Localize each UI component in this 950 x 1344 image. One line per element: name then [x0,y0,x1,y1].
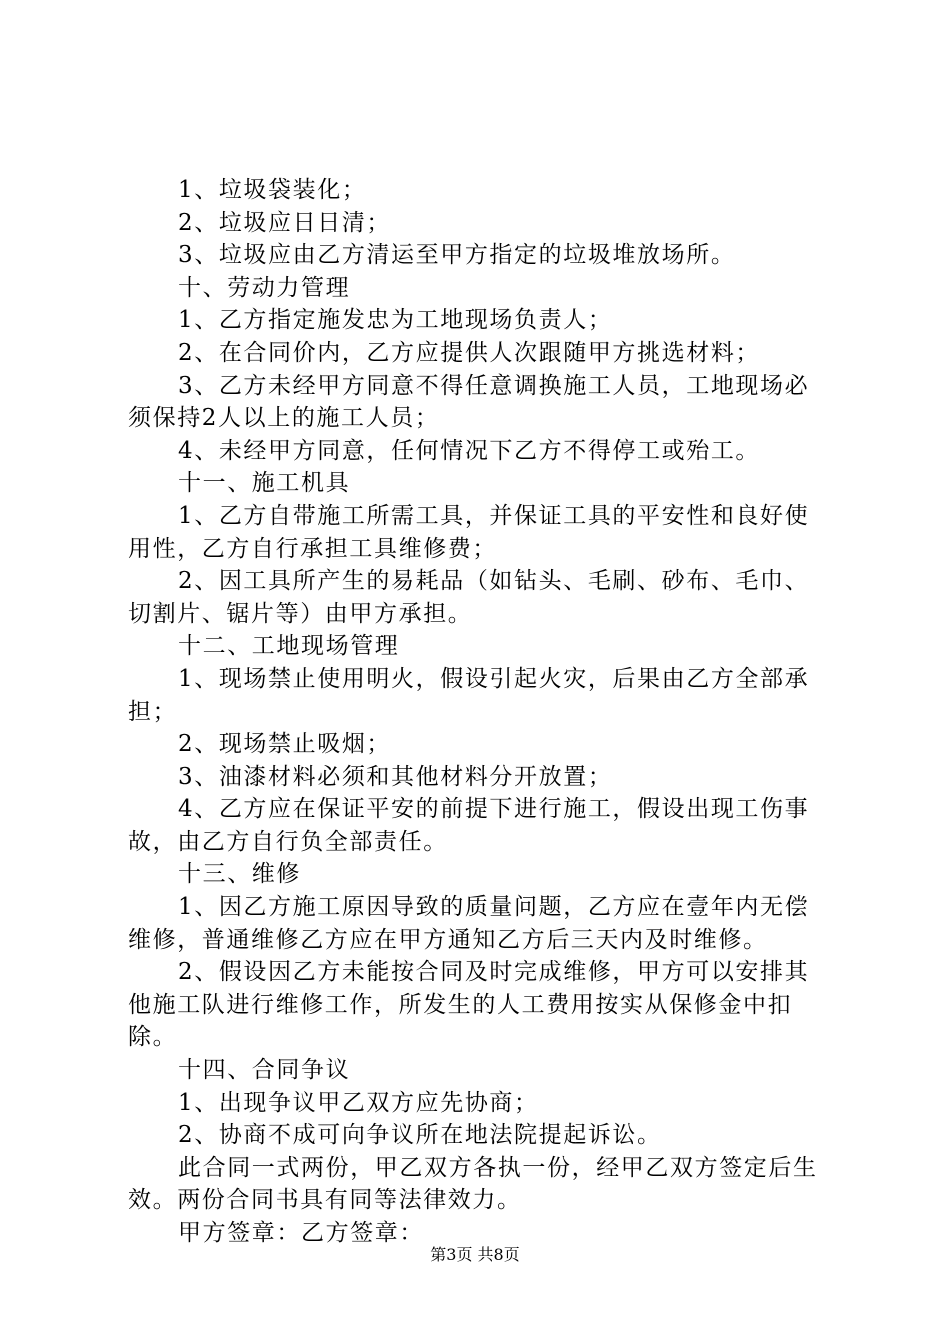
text-line: 2、协商不成可向争议所在地法院提起诉讼。 [178,1122,662,1149]
text-line: 此合同一式两份，甲乙双方各执一份，经甲乙双方签定后生 [178,1154,818,1181]
text-line: 十四、合同争议 [178,1057,351,1084]
text-line: 效。两份合同书具有同等法律效力。 [128,1187,522,1214]
text-line: 故，由乙方自行负全部责任。 [128,828,448,855]
text-line: 2、在合同价内，乙方应提供人次跟随甲方挑选材料； [178,339,761,366]
text-line: 十二、工地现场管理 [178,633,400,660]
text-line: 1、垃圾袋装化； [178,177,367,203]
text-line: 1、因乙方施工原因导致的质量问题，乙方应在壹年内无偿 [178,894,810,921]
text-line: 维修，普通维修乙方应在甲方通知乙方后三天内及时维修。 [128,926,768,953]
text-line: 十、劳动力管理 [178,274,351,301]
text-line: 2、垃圾应日日清； [178,209,392,236]
text-line: 甲方签章：乙方签章： [178,1220,424,1246]
text-line: 3、乙方未经甲方同意不得任意调换施工人员，工地现场必 [178,372,810,399]
text-line: 2、现场禁止吸烟； [178,731,392,758]
text-line: 2、假设因乙方未能按合同及时完成维修，甲方可以安排其 [178,959,810,986]
text-line: 3、油漆材料必须和其他材料分开放置； [178,763,613,790]
text-line: 4、未经甲方同意，任何情况下乙方不得停工或殆工。 [178,437,761,464]
page-footer: 第3页 共8页 [430,1245,520,1264]
text-line: 4、乙方应在保证平安的前提下进行施工，假设出现工伤事 [178,796,810,823]
text-line: 1、现场禁止使用明火，假设引起火灾，后果由乙方全部承 [178,665,810,692]
text-line: 担； [128,698,178,725]
text-line: 1、乙方自带施工所需工具，并保证工具的平安性和良好使 [178,502,810,529]
text-line: 十三、维修 [178,861,301,888]
text-line: 2、因工具所产生的易耗品（如钻头、毛刷、砂布、毛巾、 [178,568,810,595]
text-line: 切割片、锯片等）由甲方承担。 [128,600,473,627]
text-line: 除。 [128,1024,178,1051]
text-line: 3、垃圾应由乙方清运至甲方指定的垃圾堆放场所。 [178,242,736,269]
text-line: 须保持2人以上的施工人员； [128,405,440,432]
text-line: 1、出现争议甲乙双方应先协商； [178,1089,539,1116]
contract-body [128,174,828,1250]
text-line: 用性，乙方自行承担工具维修费； [128,535,497,562]
text-line: 十一、施工机具 [178,470,351,497]
text-line: 他施工队进行维修工作，所发生的人工费用按实从保修金中扣 [128,991,793,1018]
text-line: 1、乙方指定施发忠为工地现场负责人； [178,307,613,334]
